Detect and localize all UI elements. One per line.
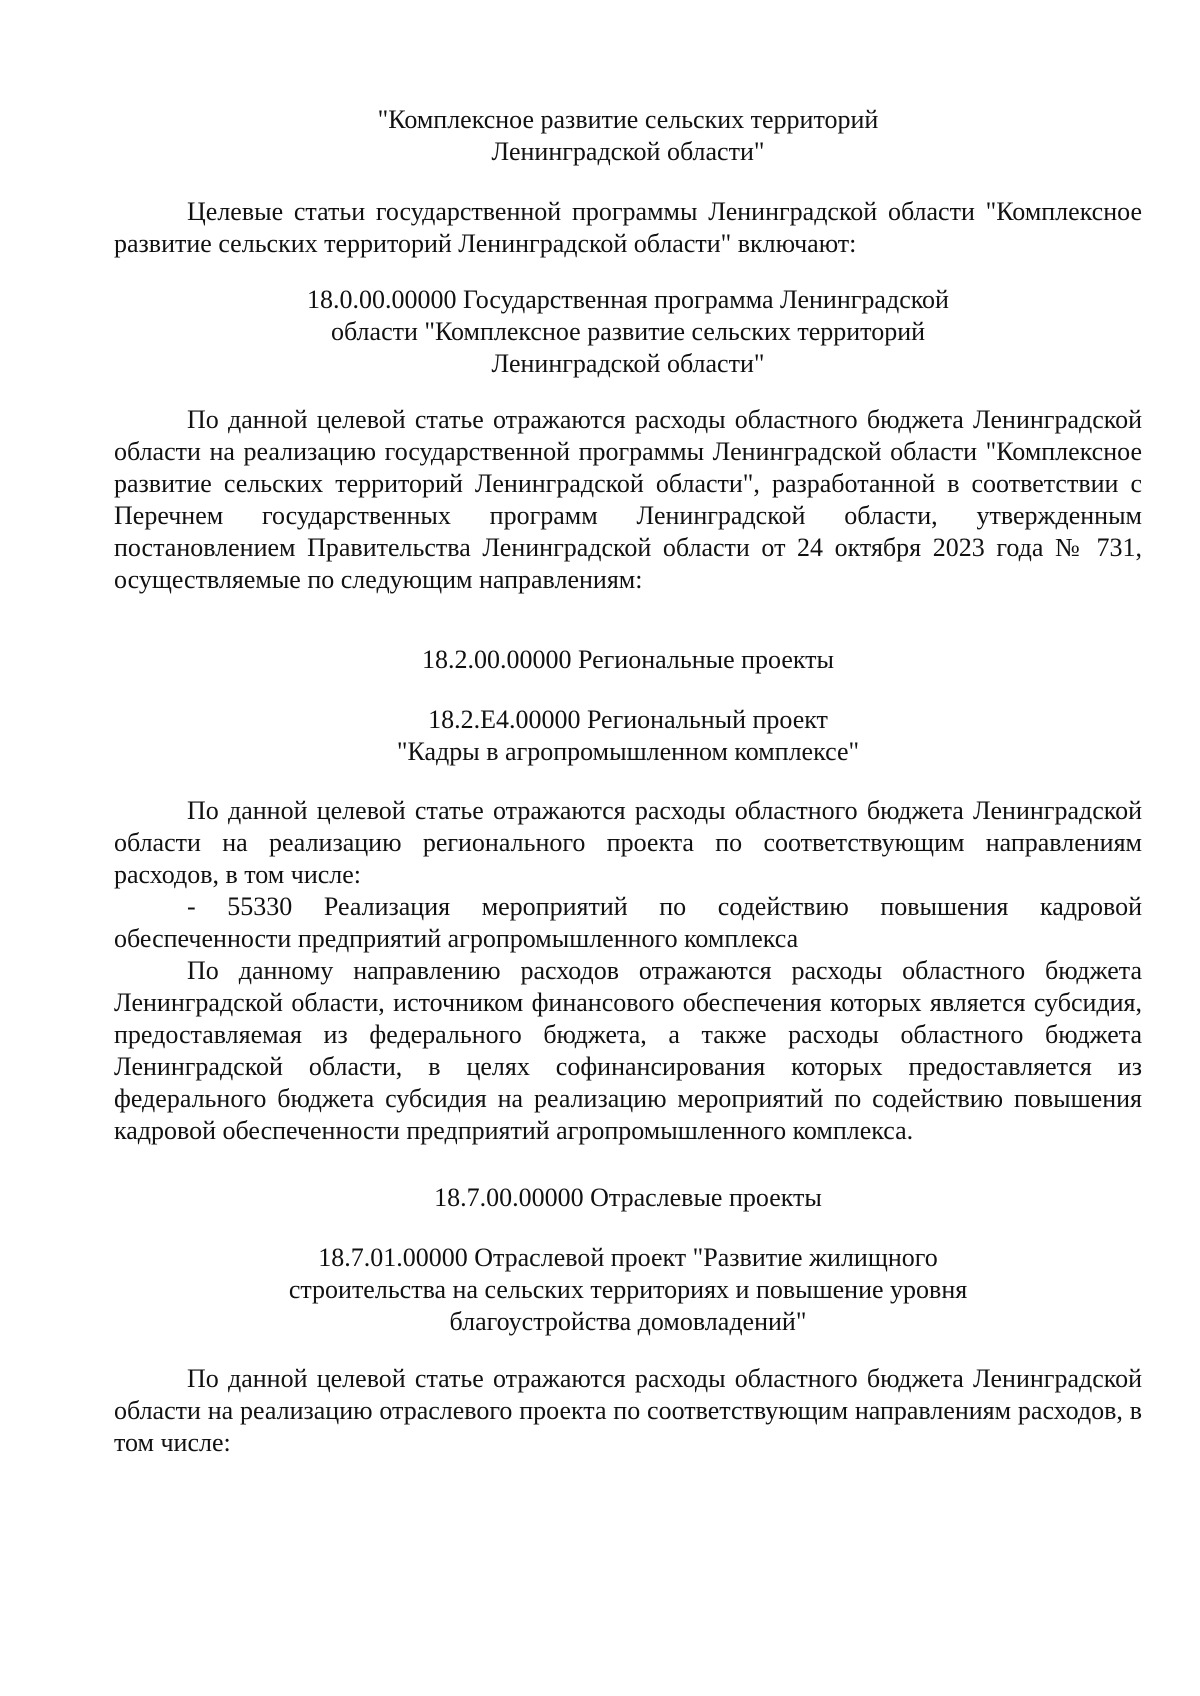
heading-line: 18.2.Е4.00000 Региональный проект — [428, 705, 828, 734]
heading-line: строительства на сельских территориях и повышение уровня — [288, 1275, 968, 1304]
heading-line: 18.0.00.00000 Государственная программа Ленинградской — [307, 285, 949, 314]
e4-content-block — [114, 795, 1142, 1147]
regional-projects-heading — [114, 644, 1142, 676]
program-paragraph: По данной целевой статье отражаются расходы областного бюджета Ленинградской области на реализацию государственной программы Ленинградской области "Комплексное развитие сельских территорий Ленинградской области", разработанной в соответствии с Перечнем государственных программ Ленинградской области, утвержденным постановлением Правительства Ленинградской области от 24 октября 2023 года № 731, осуществляемые по следующим направлениям: — [114, 405, 1142, 594]
project-701-paragraph: По данной целевой статье отражаются расходы областного бюджета Ленинградской области на реализацию отраслевого проекта по соответствующим направлениям расходов, в том числе: — [114, 1364, 1142, 1457]
intro-paragraph: Целевые статьи государственной программы Ленинградской области "Комплексное развитие сельских территорий Ленинградской области" включают: — [114, 197, 1142, 258]
document-title — [114, 104, 1142, 168]
program-heading — [114, 284, 1142, 380]
project-701-heading — [114, 1242, 1142, 1338]
e4-project-heading — [114, 704, 1142, 768]
heading-line: "Кадры в агропромышленном комплексе" — [396, 737, 860, 766]
project-701-paragraph-block — [114, 1363, 1142, 1459]
heading-line: 18.2.00.00000 Региональные проекты — [421, 645, 835, 674]
heading-line: 18.7.00.00000 Отраслевые проекты — [434, 1183, 822, 1212]
program-paragraph-block — [114, 404, 1142, 596]
sectoral-projects-heading — [114, 1182, 1142, 1214]
intro-paragraph-block — [114, 196, 1142, 260]
heading-line: благоустройства домовладений" — [449, 1307, 807, 1336]
heading-line: Ленинградской области" — [491, 349, 765, 378]
heading-line: области "Комплексное развитие сельских территорий — [330, 317, 926, 346]
item-55330-paragraph: По данному направлению расходов отражаются расходы областного бюджета Ленинградской области, источником финансового обеспечения которых является субсидия, предоставляемая из федерального бюджета, а также расходы областного бюджета Ленинградской области, в целях софинансирования которых предоставляется из федерального бюджета субсидия на реализацию мероприятий по содействию повышения кадровой обеспеченности предприятий агропромышленного комплекса. — [114, 956, 1142, 1145]
title-line: "Комплексное развитие сельских территорий — [377, 105, 879, 134]
title-line: Ленинградской области" — [491, 137, 765, 166]
list-item-55330: - 55330 Реализация мероприятий по содействию повышения кадровой обеспеченности предприятий агропромышленного комплекса — [114, 892, 1142, 953]
heading-line: 18.7.01.00000 Отраслевой проект "Развитие жилищного — [318, 1243, 938, 1272]
e4-paragraph: По данной целевой статье отражаются расходы областного бюджета Ленинградской области на реализацию регионального проекта по соответствующим направлениям расходов, в том числе: — [114, 796, 1142, 889]
